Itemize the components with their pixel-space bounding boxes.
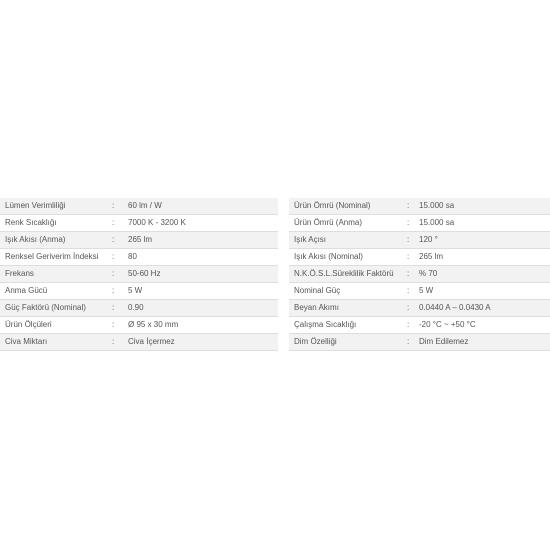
spec-row xyxy=(0,249,278,266)
spec-label: Frekans xyxy=(0,266,112,283)
spec-label: Lümen Verimliliği xyxy=(0,198,112,215)
spec-row xyxy=(289,232,550,249)
spec-row xyxy=(289,283,550,300)
spec-row xyxy=(289,317,550,334)
spec-row xyxy=(0,266,278,283)
spec-separator: : xyxy=(407,283,419,300)
spec-value: 80 xyxy=(128,249,278,266)
spec-label: Ürün Ömrü (Anma) xyxy=(289,215,407,232)
spec-value: 5 W xyxy=(419,283,550,300)
spec-table-right xyxy=(289,198,550,351)
spec-separator: : xyxy=(112,249,128,266)
spec-label: Işık Akısı (Nominal) xyxy=(289,249,407,266)
spec-label: Beyan Akımı xyxy=(289,300,407,317)
spec-label: Ürün Ölçüleri xyxy=(0,317,112,334)
spec-separator: : xyxy=(112,283,128,300)
spec-value: 0.90 xyxy=(128,300,278,317)
spec-separator: : xyxy=(407,266,419,283)
spec-row xyxy=(0,198,278,215)
spec-row xyxy=(289,334,550,351)
spec-separator: : xyxy=(112,317,128,334)
spec-label: Anma Gücü xyxy=(0,283,112,300)
spec-separator: : xyxy=(112,300,128,317)
spec-label: Işık Akısı (Anma) xyxy=(0,232,112,249)
spec-table-left xyxy=(0,198,278,351)
spec-separator: : xyxy=(112,266,128,283)
spec-area xyxy=(0,198,550,353)
spec-separator: : xyxy=(407,300,419,317)
spec-row xyxy=(0,334,278,351)
spec-label: Renk Sıcaklığı xyxy=(0,215,112,232)
spec-value: Ø 95 x 30 mm xyxy=(128,317,278,334)
spec-separator: : xyxy=(407,198,419,215)
spec-separator: : xyxy=(407,215,419,232)
spec-label: Civa Miktarı xyxy=(0,334,112,351)
spec-value: Civa İçermez xyxy=(128,334,278,351)
spec-row xyxy=(0,215,278,232)
spec-value: 7000 K - 3200 K xyxy=(128,215,278,232)
spec-separator: : xyxy=(407,317,419,334)
spec-value: 50-60 Hz xyxy=(128,266,278,283)
spec-label: Nominal Güç xyxy=(289,283,407,300)
spec-row xyxy=(289,198,550,215)
spec-row xyxy=(0,283,278,300)
spec-label: Ürün Ömrü (Nominal) xyxy=(289,198,407,215)
spec-row xyxy=(0,317,278,334)
spec-row xyxy=(289,215,550,232)
spec-separator: : xyxy=(112,215,128,232)
spec-value: 0.0440 A – 0.0430 A xyxy=(419,300,550,317)
spec-label: Renksel Geriverim İndeksi xyxy=(0,249,112,266)
spec-label: Güç Faktörü (Nominal) xyxy=(0,300,112,317)
spec-row xyxy=(289,300,550,317)
spec-value: 120 ° xyxy=(419,232,550,249)
spec-value: 265 lm xyxy=(419,249,550,266)
spec-value: 60 lm / W xyxy=(128,198,278,215)
spec-value: 5 W xyxy=(128,283,278,300)
spec-row xyxy=(289,266,550,283)
spec-label: Dim Özelliği xyxy=(289,334,407,351)
spec-label: Çalışma Sıcaklığı xyxy=(289,317,407,334)
spec-label: Işık Açısı xyxy=(289,232,407,249)
spec-value: Dim Edilemez xyxy=(419,334,550,351)
spec-value: 265 lm xyxy=(128,232,278,249)
spec-separator: : xyxy=(112,334,128,351)
spec-value: % 70 xyxy=(419,266,550,283)
spec-separator: : xyxy=(407,334,419,351)
spec-separator: : xyxy=(112,198,128,215)
spec-row xyxy=(0,232,278,249)
spec-separator: : xyxy=(407,232,419,249)
spec-value: -20 °C ~ +50 °C xyxy=(419,317,550,334)
spec-separator: : xyxy=(407,249,419,266)
spec-value: 15.000 sa xyxy=(419,215,550,232)
spec-row xyxy=(289,249,550,266)
spec-separator: : xyxy=(112,232,128,249)
spec-label: N.K.Ö.S.L.Süreklilik Faktörü xyxy=(289,266,407,283)
spec-value: 15.000 sa xyxy=(419,198,550,215)
spec-row xyxy=(0,300,278,317)
